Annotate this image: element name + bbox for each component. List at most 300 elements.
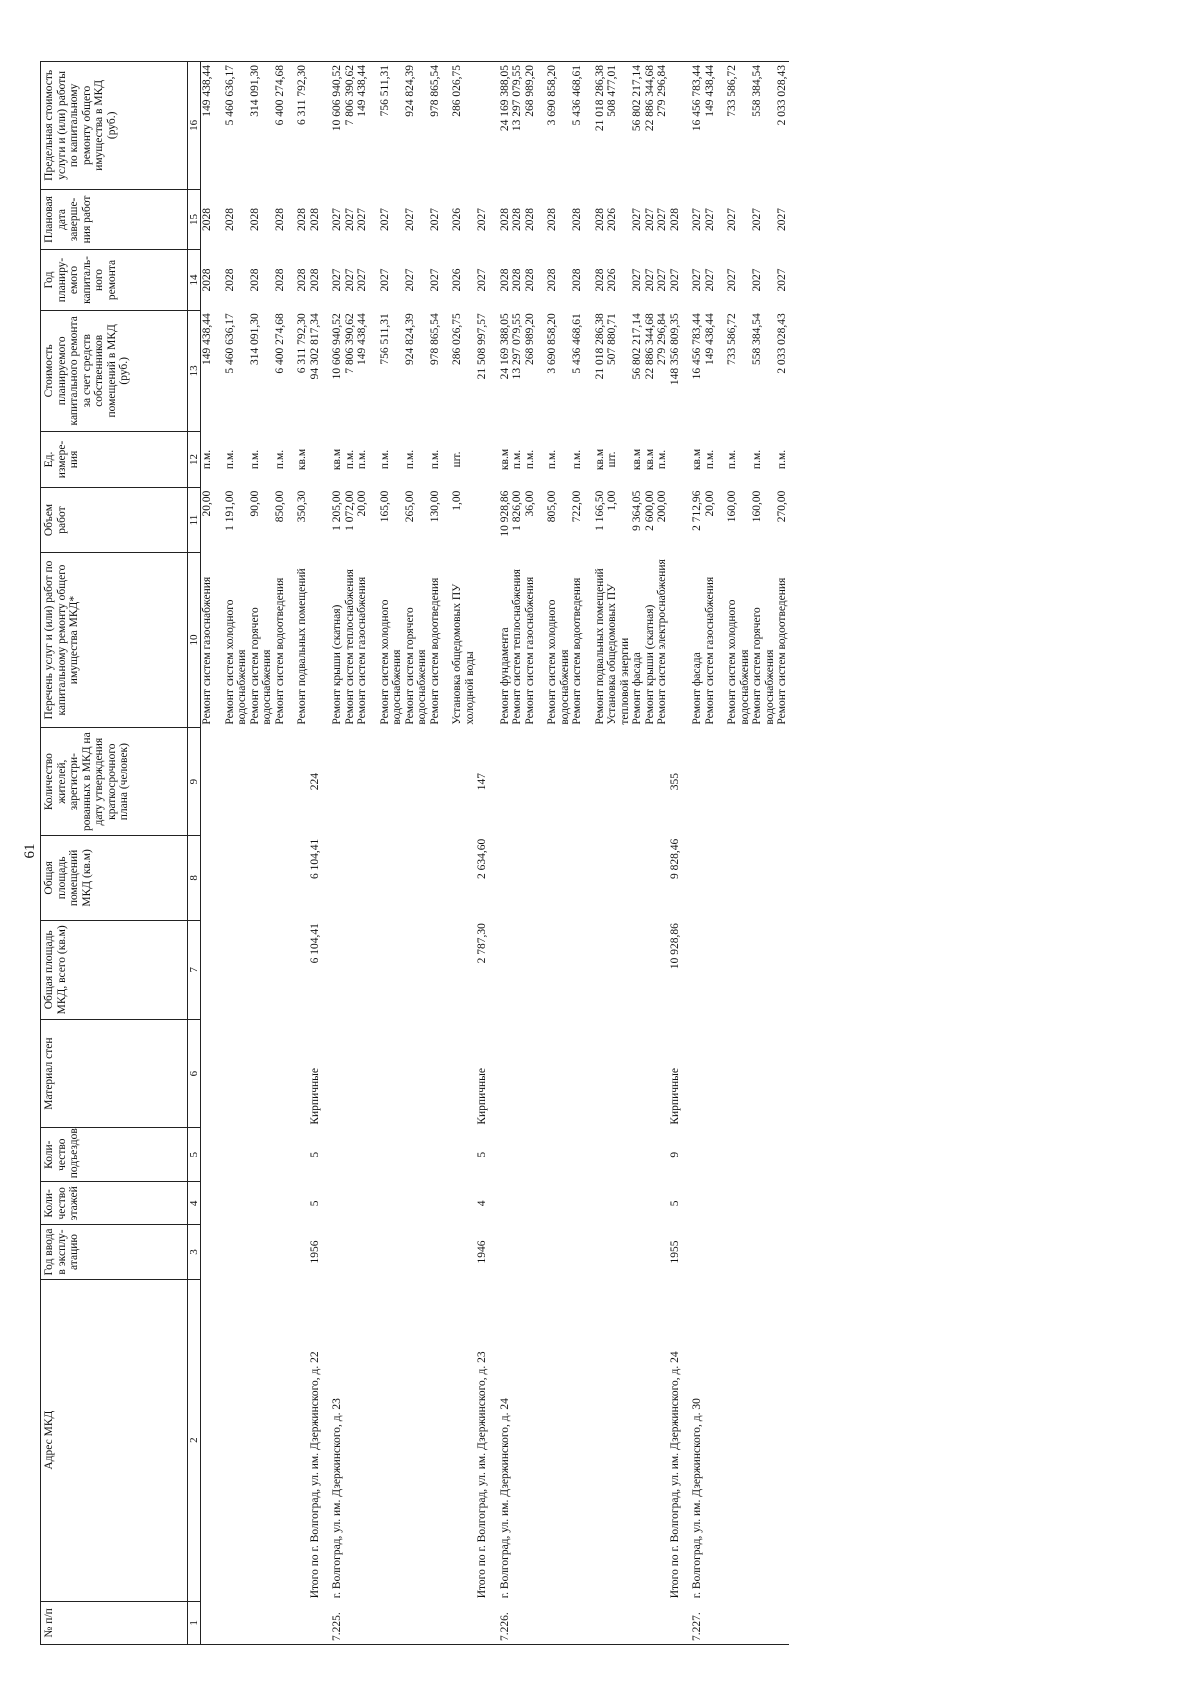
cell-col-6: Кирпичные bbox=[308, 1068, 321, 1125]
spacer-cell bbox=[321, 189, 331, 250]
spacer-cell bbox=[584, 836, 594, 920]
cell-col-16: 268 989,20 bbox=[524, 62, 537, 190]
cell-col-6 bbox=[344, 1020, 357, 1128]
cell-col-9 bbox=[524, 728, 537, 836]
cell-col-5 bbox=[249, 1128, 274, 1182]
cell-col-1 bbox=[379, 1601, 404, 1644]
spacer-cell bbox=[681, 552, 691, 727]
cell-col-11: 1 826,00 bbox=[511, 490, 523, 531]
cell-col-8: 9 828,46 bbox=[668, 838, 681, 879]
cell-col-15: 2028 bbox=[593, 207, 606, 231]
cell-col-2 bbox=[656, 1279, 669, 1601]
cell-col-7 bbox=[451, 920, 476, 1019]
cell-col-8 bbox=[224, 836, 249, 920]
cell-col-13: 13 297 079,55 bbox=[511, 313, 523, 380]
work-row bbox=[451, 62, 476, 1645]
cell-col-9 bbox=[704, 728, 717, 836]
cell-col-13: 24 169 388,05 bbox=[498, 313, 511, 380]
cell-col-6 bbox=[429, 1020, 442, 1128]
cell-col-12: кв.м bbox=[643, 448, 656, 471]
work-row bbox=[594, 62, 607, 1645]
spacer-cell bbox=[681, 1182, 691, 1225]
cell-col-14: 2028 bbox=[308, 268, 321, 292]
cell-col-12: п.м. bbox=[248, 449, 261, 470]
spacer-cell bbox=[489, 1020, 499, 1128]
cell-col-7 bbox=[546, 920, 571, 1019]
header-row bbox=[41, 62, 188, 1645]
cell-col-11: 722,00 bbox=[571, 490, 583, 523]
cell-col-2 bbox=[726, 1279, 751, 1601]
cell-col-15: 2026 bbox=[606, 207, 618, 231]
cell-col-9 bbox=[606, 728, 631, 836]
cell-col-15: 2027 bbox=[356, 207, 368, 231]
spacer-cell bbox=[321, 1601, 331, 1644]
cell-col-12: п.м. bbox=[273, 449, 286, 470]
cell-col-5 bbox=[201, 1128, 214, 1182]
cell-col-6 bbox=[546, 1020, 571, 1128]
cell-col-7 bbox=[296, 920, 309, 1019]
cell-col-1 bbox=[631, 1601, 644, 1644]
cell-col-3 bbox=[379, 1225, 404, 1279]
cell-col-6 bbox=[224, 1020, 249, 1128]
spacer-cell bbox=[681, 1225, 691, 1279]
cell-col-8 bbox=[429, 836, 442, 920]
cell-col-10: Ремонт систем газоснабжения bbox=[703, 576, 716, 725]
work-row bbox=[296, 62, 309, 1645]
spacer-cell bbox=[286, 250, 296, 311]
cell-col-9 bbox=[776, 728, 789, 836]
cell-col-9 bbox=[726, 728, 751, 836]
cell-col-1 bbox=[451, 1601, 476, 1644]
spacer-cell bbox=[321, 431, 331, 487]
spacer-cell bbox=[489, 1279, 499, 1601]
cell-col-1 bbox=[524, 1601, 537, 1644]
cell-col-7 bbox=[404, 920, 429, 1019]
work-row bbox=[571, 62, 584, 1645]
spacer-cell bbox=[489, 920, 499, 1019]
cell-col-6 bbox=[249, 1020, 274, 1128]
spacer-cell bbox=[214, 836, 224, 920]
cell-col-8 bbox=[704, 836, 717, 920]
cell-col-12: кв.м bbox=[498, 448, 511, 471]
column-header-4: Коли-чество этажей bbox=[41, 1182, 188, 1225]
spacer-cell bbox=[214, 552, 224, 727]
spacer-cell bbox=[584, 62, 594, 190]
spacer-cell bbox=[286, 920, 296, 1019]
cell-col-4 bbox=[704, 1182, 717, 1225]
cell-col-15: 2027 bbox=[331, 207, 343, 231]
cell-col-8: 6 104,41 bbox=[308, 838, 321, 879]
cell-col-15: 2027 bbox=[343, 207, 356, 231]
column-number-13: 13 bbox=[188, 310, 201, 431]
cell-col-11: 200,00 bbox=[656, 490, 668, 523]
cell-col-16: 756 511,31 bbox=[379, 62, 404, 190]
spacer-cell bbox=[584, 1279, 594, 1601]
work-row bbox=[224, 62, 249, 1645]
column-header-2: Адрес МКД bbox=[41, 1279, 188, 1601]
work-row bbox=[404, 62, 429, 1645]
cell-col-10 bbox=[476, 552, 489, 727]
cell-col-16: 21 018 286,38 bbox=[594, 62, 607, 190]
cell-col-5 bbox=[344, 1128, 357, 1182]
cell-col-1: 7.225. bbox=[331, 1601, 344, 1644]
spacer-cell bbox=[441, 728, 451, 836]
cell-col-3 bbox=[631, 1225, 644, 1279]
work-row bbox=[726, 62, 751, 1645]
cell-col-9: 147 bbox=[476, 773, 488, 791]
spacer-cell bbox=[489, 431, 499, 487]
cell-col-4 bbox=[546, 1182, 571, 1225]
cell-col-10: Ремонт систем водоотведения bbox=[273, 577, 286, 725]
spacer-cell bbox=[716, 431, 726, 487]
cell-col-4 bbox=[379, 1182, 404, 1225]
cell-col-10: Ремонт систем газоснабжения bbox=[523, 576, 536, 725]
cell-col-1 bbox=[594, 1601, 607, 1644]
spacer-cell bbox=[286, 1128, 296, 1182]
spacer-row bbox=[536, 62, 546, 1645]
cell-col-8 bbox=[499, 836, 512, 920]
cell-col-6 bbox=[571, 1020, 584, 1128]
cell-col-15: 2027 bbox=[631, 207, 643, 231]
cell-col-1 bbox=[249, 1601, 274, 1644]
work-row bbox=[691, 62, 704, 1645]
cell-col-11: 1 191,00 bbox=[223, 490, 236, 531]
spacer-cell bbox=[536, 836, 546, 920]
column-header-3: Год ввода в эксплу-атацию bbox=[41, 1225, 188, 1279]
cell-col-11: 1 205,00 bbox=[331, 490, 343, 531]
cell-col-15: 2027 bbox=[643, 207, 656, 231]
spacer-cell bbox=[441, 1225, 451, 1279]
cell-col-3 bbox=[704, 1225, 717, 1279]
cell-col-4 bbox=[751, 1182, 776, 1225]
spacer-cell bbox=[536, 189, 546, 250]
cell-col-3 bbox=[249, 1225, 274, 1279]
cell-col-10: Ремонт систем горячего водоснабжения bbox=[751, 607, 776, 725]
column-header-11: Объем работ bbox=[41, 488, 188, 553]
cell-col-7: 2 787,30 bbox=[476, 923, 488, 964]
cell-col-10: Ремонт систем теплоснабжения bbox=[511, 569, 523, 725]
cell-col-7 bbox=[751, 920, 776, 1019]
cell-col-6 bbox=[274, 1020, 287, 1128]
cell-col-2 bbox=[571, 1279, 584, 1601]
work-row bbox=[356, 62, 369, 1645]
cell-col-6 bbox=[644, 1020, 657, 1128]
cell-col-8 bbox=[379, 836, 404, 920]
cell-col-9 bbox=[511, 728, 524, 836]
cell-col-8 bbox=[249, 836, 274, 920]
spacer-cell bbox=[584, 1020, 594, 1128]
spacer-cell bbox=[441, 1182, 451, 1225]
cell-col-12: п.м. bbox=[201, 449, 213, 470]
cell-col-10: Ремонт крыши (скатная) bbox=[331, 604, 343, 725]
cell-col-1 bbox=[429, 1601, 442, 1644]
spacer-cell bbox=[681, 1020, 691, 1128]
cell-col-16: 924 824,39 bbox=[404, 62, 429, 190]
cell-col-3 bbox=[644, 1225, 657, 1279]
column-header-16: Предельная стоимость услуги и (или) работы по капитальному ремонту общего имущества в МКД (руб.) bbox=[41, 62, 188, 190]
cell-col-15: 2028 bbox=[248, 207, 261, 231]
spacer-cell bbox=[369, 62, 379, 190]
cell-col-16: 314 091,30 bbox=[249, 62, 274, 190]
cell-col-11: 20,00 bbox=[356, 490, 368, 517]
cell-col-8 bbox=[331, 836, 344, 920]
column-number-12: 12 bbox=[188, 431, 201, 487]
work-row bbox=[656, 62, 669, 1645]
cell-col-12: п.м. bbox=[356, 449, 368, 470]
spacer-cell bbox=[489, 728, 499, 836]
work-row bbox=[429, 62, 442, 1645]
cell-col-12: п.м. bbox=[223, 449, 236, 470]
cell-col-16: 149 438,44 bbox=[356, 62, 369, 190]
cell-col-7 bbox=[704, 920, 717, 1019]
column-header-5: Коли-чество подъездов bbox=[41, 1128, 188, 1182]
cell-col-3 bbox=[499, 1225, 512, 1279]
cell-col-6 bbox=[751, 1020, 776, 1128]
cell-col-5 bbox=[546, 1128, 571, 1182]
cell-col-14: 2028 bbox=[296, 268, 308, 292]
cell-col-10: Ремонт подвальных помещений bbox=[296, 568, 308, 725]
work-row bbox=[631, 62, 644, 1645]
cell-col-5 bbox=[296, 1128, 309, 1182]
spacer-cell bbox=[536, 1020, 546, 1128]
cell-col-4 bbox=[656, 1182, 669, 1225]
spacer-cell bbox=[214, 920, 224, 1019]
cell-col-7 bbox=[571, 920, 584, 1019]
cell-col-16 bbox=[309, 62, 322, 190]
cell-col-7: 10 928,86 bbox=[668, 923, 681, 970]
cell-col-1 bbox=[274, 1601, 287, 1644]
spacer-row bbox=[214, 62, 224, 1645]
column-number-11: 11 bbox=[188, 488, 201, 553]
spacer-cell bbox=[489, 62, 499, 190]
cell-col-4 bbox=[571, 1182, 584, 1225]
cell-col-12: кв.м bbox=[593, 448, 606, 471]
cell-col-8 bbox=[606, 836, 631, 920]
spacer-cell bbox=[321, 1128, 331, 1182]
cell-col-12: кв.м bbox=[296, 448, 308, 471]
cell-col-1 bbox=[704, 1601, 717, 1644]
spacer-cell bbox=[681, 189, 691, 250]
cell-col-13: 3 690 858,20 bbox=[546, 313, 558, 374]
spacer-cell bbox=[369, 488, 379, 553]
work-row bbox=[344, 62, 357, 1645]
cell-col-2 bbox=[546, 1279, 571, 1601]
cell-col-14: 2027 bbox=[343, 268, 356, 292]
cell-col-4 bbox=[691, 1182, 704, 1225]
cell-col-13: 2 033 028,43 bbox=[776, 313, 788, 374]
cell-col-16: 149 438,44 bbox=[201, 62, 214, 190]
spacer-cell bbox=[286, 431, 296, 487]
cell-col-6 bbox=[296, 1020, 309, 1128]
cell-col-1 bbox=[656, 1601, 669, 1644]
cell-col-7 bbox=[726, 920, 751, 1019]
cell-col-3 bbox=[751, 1225, 776, 1279]
cell-col-14: 2027 bbox=[331, 268, 343, 292]
cell-col-13: 148 356 809,35 bbox=[668, 313, 681, 386]
cell-col-5 bbox=[331, 1128, 344, 1182]
cell-col-15: 2027 bbox=[776, 207, 788, 231]
spacer-cell bbox=[369, 1601, 379, 1644]
cell-col-2: Итого по г. Волгоград, ул. им. Дзержинского, д. 22 bbox=[308, 1351, 321, 1599]
cell-col-6: Кирпичные bbox=[668, 1068, 681, 1125]
spacer-cell bbox=[716, 1020, 726, 1128]
cell-col-2 bbox=[379, 1279, 404, 1601]
spacer-cell bbox=[214, 1225, 224, 1279]
spacer-cell bbox=[681, 488, 691, 553]
cell-col-15: 2026 bbox=[451, 207, 463, 231]
cell-col-15: 2027 bbox=[656, 207, 668, 231]
cell-col-4 bbox=[606, 1182, 631, 1225]
cell-col-16: 24 169 388,05 bbox=[499, 62, 512, 190]
cell-col-11: 1 072,00 bbox=[343, 490, 356, 531]
spacer-cell bbox=[214, 1128, 224, 1182]
spacer-cell bbox=[584, 920, 594, 1019]
cell-col-14: 2028 bbox=[223, 268, 236, 292]
cell-col-11: 1 166,50 bbox=[593, 490, 606, 531]
cell-col-16 bbox=[476, 62, 489, 190]
cell-col-14: 2027 bbox=[726, 268, 738, 292]
spacer-row bbox=[681, 62, 691, 1645]
cell-col-7 bbox=[331, 920, 344, 1019]
cell-col-15: 2027 bbox=[428, 207, 441, 231]
cell-col-6 bbox=[201, 1020, 214, 1128]
cell-col-3: 1955 bbox=[668, 1240, 681, 1264]
cell-col-14: 2027 bbox=[776, 268, 788, 292]
cell-col-13: 10 606 940,52 bbox=[331, 313, 343, 380]
page-number: 61 bbox=[22, 843, 38, 859]
cell-col-15: 2028 bbox=[498, 207, 511, 231]
cell-col-10: Установка общедомовых ПУ холодной воды bbox=[451, 583, 476, 725]
cell-col-2 bbox=[631, 1279, 644, 1601]
spacer-cell bbox=[214, 1279, 224, 1601]
cell-col-12 bbox=[669, 431, 682, 487]
cell-col-7 bbox=[344, 920, 357, 1019]
cell-col-16: 508 477,01 bbox=[606, 62, 631, 190]
cell-col-7 bbox=[631, 920, 644, 1019]
cell-col-5 bbox=[224, 1128, 249, 1182]
spacer-cell bbox=[681, 836, 691, 920]
cell-col-3 bbox=[429, 1225, 442, 1279]
cell-col-10: Ремонт систем водоотведения bbox=[571, 577, 583, 725]
cell-col-15: 2027 bbox=[726, 207, 738, 231]
cell-col-15: 2028 bbox=[223, 207, 236, 231]
column-number-10: 10 bbox=[188, 552, 201, 727]
cell-col-2 bbox=[249, 1279, 274, 1601]
cell-col-1 bbox=[404, 1601, 429, 1644]
spacer-cell bbox=[286, 189, 296, 250]
spacer-cell bbox=[369, 1279, 379, 1601]
column-number-7: 7 bbox=[188, 920, 201, 1019]
cell-col-5 bbox=[656, 1128, 669, 1182]
work-row bbox=[201, 62, 214, 1645]
cell-col-9 bbox=[249, 728, 274, 836]
cell-col-5: 9 bbox=[668, 1151, 681, 1158]
spacer-cell bbox=[214, 488, 224, 553]
cell-col-15: 2028 bbox=[546, 207, 558, 231]
cell-col-11: 20,00 bbox=[201, 490, 213, 517]
cell-col-9 bbox=[344, 728, 357, 836]
cell-col-15: 2028 bbox=[296, 207, 308, 231]
cell-col-5 bbox=[571, 1128, 584, 1182]
spacer-cell bbox=[214, 728, 224, 836]
cell-col-11: 270,00 bbox=[776, 490, 788, 523]
spacer-cell bbox=[489, 189, 499, 250]
cell-col-14: 2027 bbox=[703, 268, 716, 292]
spacer-cell bbox=[716, 552, 726, 727]
cell-col-8 bbox=[524, 836, 537, 920]
spacer-cell bbox=[536, 920, 546, 1019]
spacer-cell bbox=[321, 836, 331, 920]
cell-col-16: 286 026,75 bbox=[451, 62, 476, 190]
spacer-cell bbox=[321, 1225, 331, 1279]
cell-col-3 bbox=[404, 1225, 429, 1279]
cell-col-11: 350,30 bbox=[296, 490, 308, 523]
spacer-cell bbox=[441, 552, 451, 727]
spacer-cell bbox=[584, 1601, 594, 1644]
spacer-cell bbox=[489, 552, 499, 727]
cell-col-11: 9 364,05 bbox=[631, 490, 643, 531]
cell-col-11 bbox=[309, 488, 322, 553]
spacer-cell bbox=[214, 1601, 224, 1644]
cell-col-5: 5 bbox=[308, 1151, 321, 1158]
cell-col-12: п.м. bbox=[726, 449, 738, 470]
cell-col-4 bbox=[201, 1182, 214, 1225]
cell-col-14: 2028 bbox=[498, 268, 511, 292]
cell-col-10: Ремонт систем холодного водоснабжения bbox=[223, 599, 248, 725]
cell-col-10: Ремонт систем холодного водоснабжения bbox=[726, 599, 751, 725]
cell-col-2 bbox=[644, 1279, 657, 1601]
cell-col-8 bbox=[571, 836, 584, 920]
spacer-cell bbox=[286, 1601, 296, 1644]
cell-col-8 bbox=[726, 836, 751, 920]
cell-col-7 bbox=[776, 920, 789, 1019]
cell-col-16: 16 456 783,44 bbox=[691, 62, 704, 190]
spacer-cell bbox=[716, 728, 726, 836]
cell-col-13: 16 456 783,44 bbox=[691, 313, 703, 380]
spacer-cell bbox=[536, 62, 546, 190]
cell-col-3 bbox=[776, 1225, 789, 1279]
spacer-cell bbox=[681, 431, 691, 487]
cell-col-8 bbox=[776, 836, 789, 920]
cell-col-11 bbox=[669, 488, 682, 553]
cell-col-9 bbox=[331, 728, 344, 836]
cell-col-10: Ремонт фундамента bbox=[498, 627, 511, 725]
cell-col-15: 2027 bbox=[751, 207, 763, 231]
cell-col-10: Ремонт систем водоотведения bbox=[776, 577, 788, 725]
spacer-row bbox=[441, 62, 451, 1645]
cell-col-4 bbox=[499, 1182, 512, 1225]
cell-col-8 bbox=[691, 836, 704, 920]
cell-col-2: г. Волгоград, ул. им. Дзержинского, д. 30 bbox=[691, 1398, 703, 1599]
cell-col-1: 7.227. bbox=[691, 1601, 704, 1644]
spacer-cell bbox=[441, 1020, 451, 1128]
cell-col-3 bbox=[511, 1225, 524, 1279]
cell-col-3 bbox=[451, 1225, 476, 1279]
cell-col-5 bbox=[751, 1128, 776, 1182]
cell-col-2 bbox=[224, 1279, 249, 1601]
cell-col-9 bbox=[429, 728, 442, 836]
cell-col-4: 5 bbox=[668, 1200, 681, 1207]
column-number-9: 9 bbox=[188, 728, 201, 836]
cell-col-14: 2027 bbox=[631, 268, 643, 292]
cell-col-5 bbox=[274, 1128, 287, 1182]
cell-col-3 bbox=[606, 1225, 631, 1279]
cell-col-7 bbox=[201, 920, 214, 1019]
cell-col-15: 2028 bbox=[201, 207, 213, 231]
cell-col-10: Ремонт систем электроснабжения bbox=[656, 559, 668, 725]
cell-col-6 bbox=[404, 1020, 429, 1128]
cell-col-12: п.м. bbox=[546, 449, 558, 470]
